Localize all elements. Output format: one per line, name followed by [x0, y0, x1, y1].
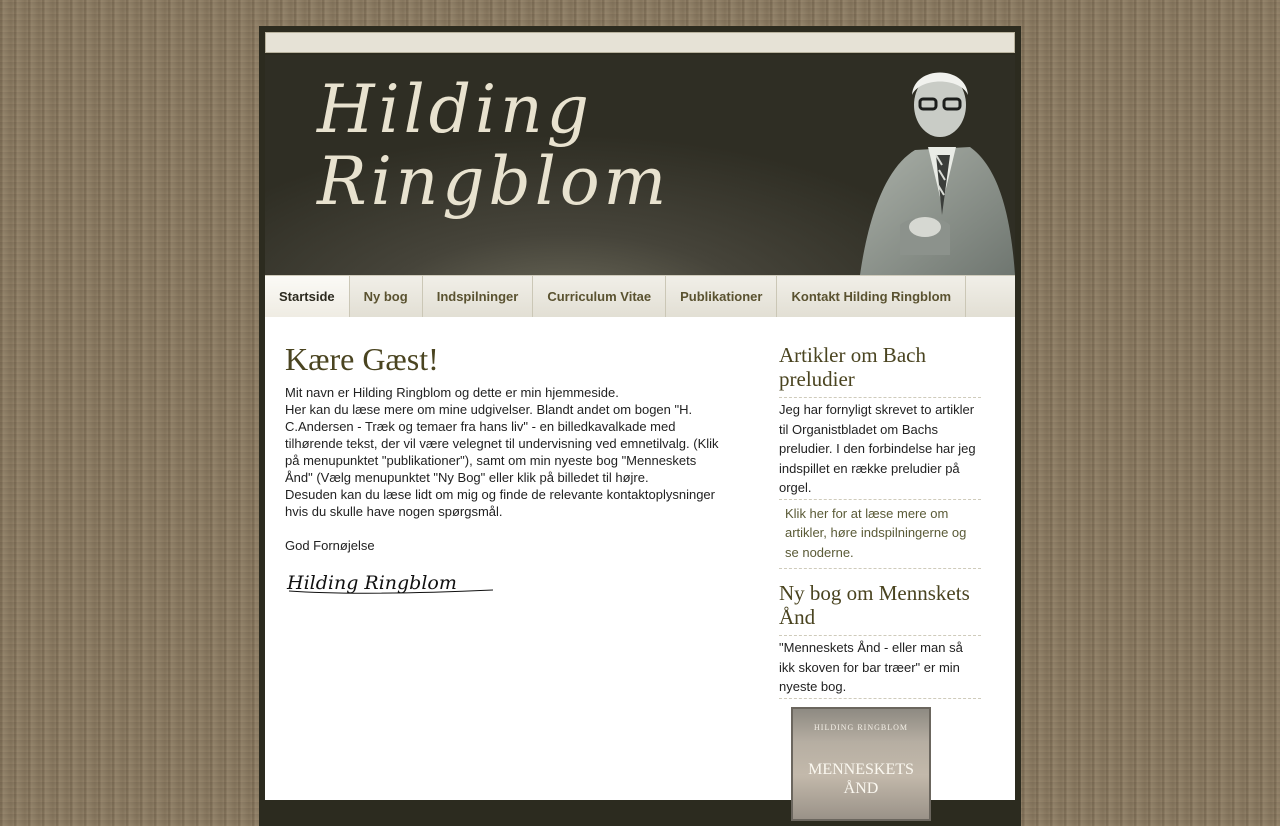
- closing-text: God Fornøjelse: [285, 538, 375, 553]
- nav-item-kontakt[interactable]: Kontakt Hilding Ringblom: [777, 276, 966, 317]
- signature-image: [285, 568, 500, 598]
- book-title-line1: MENNESKETS: [808, 760, 914, 778]
- sidebar-text-bach: Jeg har fornyligt skrevet to artikler til Organistbladet om Bachs preludier. I den forbindelse har jeg indspillet en række preludier på orgel.: [779, 398, 981, 500]
- book-cover-image[interactable]: [791, 707, 931, 821]
- sidebar-heading-new-book: Ny bog om Mennskets Ånd: [779, 581, 981, 636]
- site-title-line2: Ringblom: [317, 143, 671, 220]
- site-header: [265, 55, 1015, 275]
- portrait-image: [840, 55, 1015, 275]
- nav-item-ny-bog[interactable]: Ny bog: [350, 276, 423, 317]
- publications-text: Her kan du læse mere om mine udgivelser. Blandt andet om bogen "H. C.Andersen - Træk og temaer fra hans liv" - en billedkavalkade med tilhørende tekst, der vil være velegnet til undervisning ved emnetilvalg. (Klik på menupunktet "publikationer"), samt om min nyeste bog "Menneskets Ånd" (Vælg menupunktet "Ny Bog" eller klik på billedet til højre.: [285, 402, 719, 485]
- contact-text: Desuden kan du læse lidt om mig og finde de relevante kontaktoplysninger hvis du skulle have nogen spørgsmål.: [285, 487, 715, 519]
- site-title-line1: Hilding: [317, 71, 593, 148]
- book-title-line2: ÅND: [843, 779, 879, 797]
- nav-item-startside[interactable]: Startside: [265, 276, 350, 317]
- content-area: [265, 317, 1015, 800]
- top-bar: [265, 32, 1015, 53]
- intro-text: Mit navn er Hilding Ringblom og dette er min hjemmeside.: [285, 385, 619, 400]
- nav-item-curriculum-vitae[interactable]: Curriculum Vitae: [533, 276, 666, 317]
- main-nav: [265, 275, 1015, 318]
- sidebar-heading-bach: Artikler om Bach preludier: [779, 343, 981, 398]
- page-title: Kære Gæst!: [285, 341, 439, 377]
- book-author: HILDING RINGBLOM: [814, 722, 908, 732]
- nav-item-publikationer[interactable]: Publikationer: [666, 276, 777, 317]
- main-column: [285, 341, 725, 603]
- bach-articles-link[interactable]: Klik her for at læse mere om artikler, høre indspilningerne og se noderne.: [779, 500, 981, 570]
- nav-item-indspilninger[interactable]: Indspilninger: [423, 276, 534, 317]
- sidebar: [779, 343, 981, 821]
- sidebar-text-new-book: "Menneskets Ånd - eller man så ikk skoven for bar træer" er min nyeste bog.: [779, 636, 981, 699]
- signature-text: Hilding Ringblom: [287, 572, 457, 594]
